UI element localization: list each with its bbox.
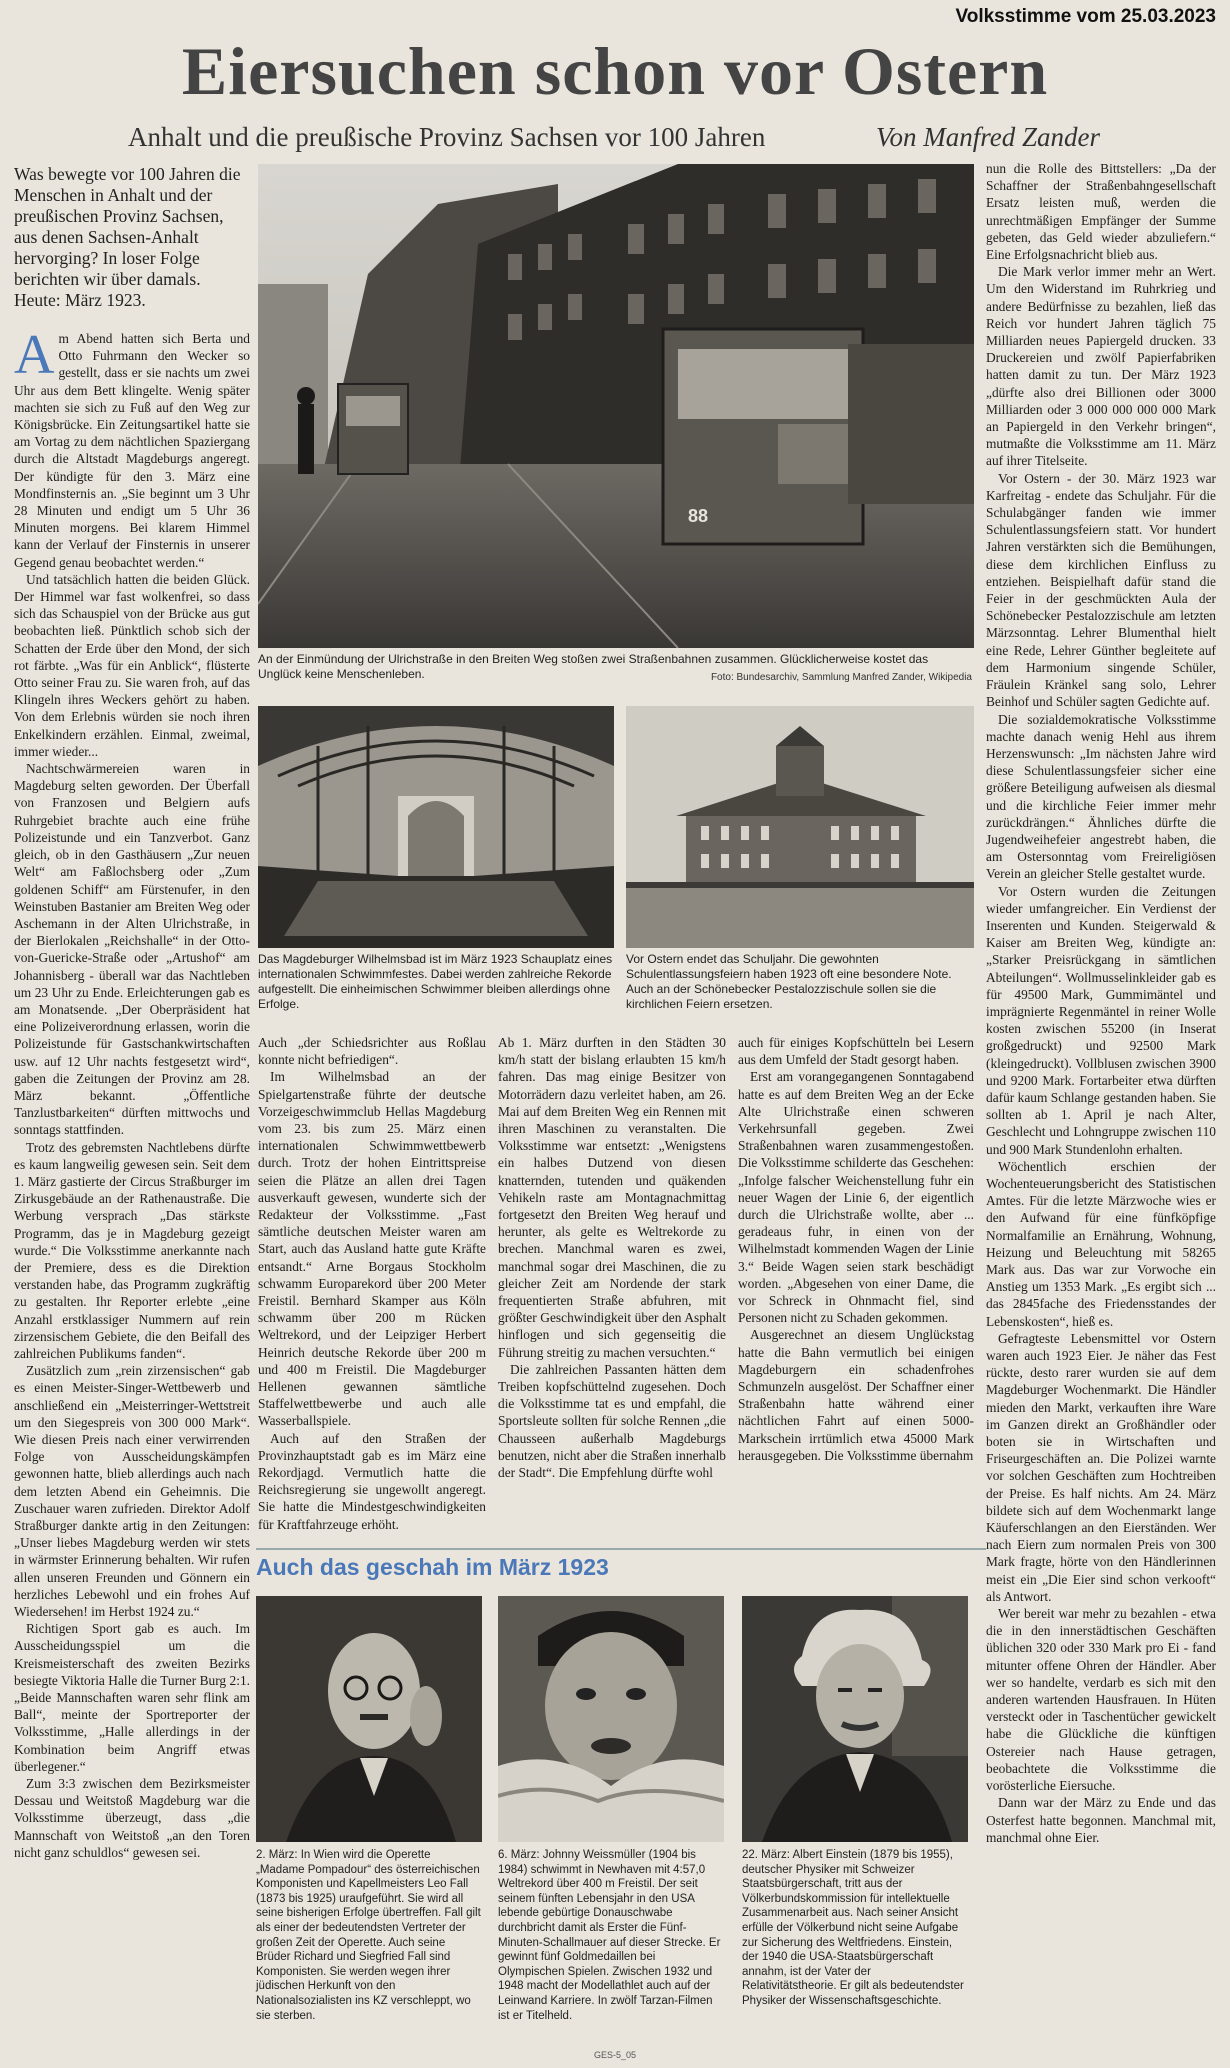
photo-main-caption: An der Einmündung der Ulrichstraße in den Breiten Weg stoßen zwei Straßenbahnen zusammen. Glücklicherweise kostet das Unglück keine Menschenleben. [258, 652, 929, 681]
photo-credit: Foto: Bundesarchiv, Sammlung Manfred Zander, Wikipedia [710, 672, 972, 683]
paragraph: Wer bereit war mehr zu bezahlen - etwa die in den innerstädtischen Geschäften üblichen 320 oder 330 Mark pro Ei - fand mitunter offene Ohren der Händler. Aber wer so handelte, verdarb es sich mit den anderen wartenden Hausfrauen. In Hüten versteckt oder in Taschentücher gewickelt habe die Glückliche die künftigen Ostereier nach Hause getragen, beobachtete die Volksstimme die vorösterliche Eiersuche. [986, 1606, 1216, 1794]
byline: Von Manfred Zander [876, 122, 1100, 152]
paragraph: Richtigen Sport gab es auch. Im Ausscheidungsspiel um die Kreismeisterschaft des zweiten Bezirks besiegte Viktoria Halle die Turner Burg 2:1. „Beide Mannschaften waren sehr flink am Ball“, meinte der Sportreporter der Volksstimme, „Halle allerdings in der Kombination beim Angriff etwas überlegener.“ [14, 1621, 250, 1774]
portrait-caption-einstein: 22. März: Albert Einstein (1879 bis 1955), deutscher Physiker mit Schweizer Staatsbürgerschaft, tritt aus der Völkerbundskommission für intellektuelle Zusammenarbeit aus. Nach seiner Ansicht erfülle der Völkerbund nicht seine Aufgabe zur Sicherung des Weltfriedens. Einstein, der 1940 die USA-Staatsbürgerschaft annahm, ist der Vater der Relativitätstheorie. Er gilt als bedeutendster Physiker der Wissenschaftsgeschichte. [742, 1849, 964, 2007]
column-3 [498, 1034, 726, 1539]
intro-text: Was bewegte vor 100 Jahren die Menschen in Anhalt und der preußischen Provinz Sachsen, aus denen Sachsen-Anhalt hervorging? In loser Folge berichten wir über damals. Heute: März 1923. [14, 164, 241, 310]
paragraph: Ab 1. März durften in den Städten 30 km/h statt der bislang erlaubten 15 km/h fahren. Das mag einige Besitzer von Motorrädern dazu verleitet haben, am 26. Mai auf dem Breiten Weg ein Rennen mit ihren Maschinen zu veranstalten. Die Volksstimme war entsetzt: „Wenigstens ein halbes Dutzend von diesen knatternden, tutenden und quäkenden Vehikeln raste am Montagnachmittag fortgesetzt den Breiten Weg herauf und herunter, als gelte es Weltrekorde zu brechen. Manchmal waren es zwei, manchmal sogar drei Maschinen, die zu gleicher Zeit am Nordende der stark frequentierten Straße abfuhren, mit größter Geschwindigkeit über den Asphalt hinflogen und sich gegenseitig die Führung streitig zu machen versuchten.“ [498, 1035, 726, 1360]
paragraph: Wöchentlich erschien der Wochenteuerungsbericht des Statistischen Amtes. Für die letzte Märzwoche wies er den Aufwand für eine fünfköpfige Normalfamilie an Ernährung, Wohnung, Heizung und Beleuchtung mit 58265 Mark aus. Das war zur Vorwoche ein Anstieg um 1353 Mark. „Es ergibt sich ... das 2845fache des Friedensstandes der Lebenskosten“, hieß es. [986, 1158, 1216, 1329]
paragraph: Die sozialdemokratische Volksstimme machte danach wenig Hehl aus ihrem Herzenswunsch: „Im nächsten Jahre wird diese Schulentlassungsfeier sicher eine größere Beteiligung aufweisen als diesmal und die kirchliche Feier immer mehr zurückdrängen.“ Ähnliches dürfte die Jugendweihefeier angestrebt haben, die am Ostersonntag vom Freireligiösen Verein an gleicher Stelle gestaltet wurde. [986, 711, 1216, 882]
source-note: Volksstimme vom 25.03.2023 [955, 6, 1216, 27]
portrait-caption-weissmueller: 6. März: Johnny Weissmüller (1904 bis 1984) schwimmt in Newhaven mit 4:57,0 Weltrekord über 400 m Freistil. Der seit seinem fünften Lebensjahr in den USA lebende gebürtige Donauschwabe durchbricht damit als Erster die Fünf-Minuten-Schallmauer auf dieser Strecke. Er gewinnt fünf Goldmedaillen bei Olympischen Spielen. Zwischen 1932 und 1948 macht der Modellathlet auch auf der Leinwand Karriere. In zwölf Tarzan-Filmen ist er Titelheld. [498, 1849, 721, 2022]
portrait-leo-fall [256, 1596, 482, 1842]
column-1 [14, 330, 250, 2045]
paragraph: Ausgerechnet an diesem Unglückstag hatte die Bahn vermutlich bei einigen Magdeburgern ein schadenfrohes Schmunzeln ausgelöst. Der Schaffner einer Straßenbahn hatte während einer nächtlichen Fahrt auf einen 5000-Markschein irrtümlich etwa 45000 Mark herausgegeben. Die Volksstimme übernahm [738, 1327, 974, 1463]
paragraph: Vor Ostern wurden die Zeitungen wieder umfangreicher. Ein Verdienst der Inserenten und Kunden. Steigerwald & Kaiser am Breiten Weg, kündigte an: „Starker Preisrückgang in sämtlichen Abteilungen“. Wollmusselinkleider gab es für 49500 Mark, Gummimäntel und imprägnierte Regenmäntel in reiner Wolle kosten zwischen 55200 (in Inserat großgedruckt) und 92500 Mark (kleingedruckt). Vollblusen zwischen 3900 und 9200 Mark. Fortarbeiter etwa dürften dafür kaum Schlange gestanden haben. Sie sollten ab 1. April je nach Alter, Geschlecht und Lohngruppe zwischen 110 und 900 Mark Stundenlohn erhalten. [986, 883, 1216, 1157]
subheadline: Anhalt und die preußische Provinz Sachsen vor 100 Jahren [128, 122, 766, 152]
paragraph: Auch „der Schiedsrichter aus Roßlau konnte nicht befriedigen“. [258, 1035, 486, 1068]
paragraph: Trotz des gebremsten Nachtlebens dürfte es kaum langweilig gewesen sein. Seit dem 1. März gastierte der Circus Straßburger im Zirkusgebäude an der Rathenaustraße. Die Werbung versprach „Das stärkste Programm, das je in Magdeburg gezeigt wurde.“ Die Volksstimme anerkannte nach der Premiere, dess es die Direktion verstanden habe, das Programm zugkräftig zu gestalten. Ihr Reporter erlebte „eine Anzahl erstklassiger Nummern auf rein zirzensischem Gebiete, die den Beifall des zahlreichen Publikums fanden“. [14, 1139, 250, 1361]
paragraph: Die zahlreichen Passanten hätten dem Treiben kopfschüttelnd zugesehen. Doch die Volksstimme tat es und empfahl, die Sportsleute sollten für solche Rennen „die Chausseen außerhalb Magdeburgs benutzen, nicht aber die Straßen innerhalb der Stadt“. Die Empfehlung dürfte wohl [498, 1361, 726, 1481]
photo-swimming-pool [258, 706, 614, 948]
paragraph: Im Wilhelmsbad an der Spielgartenstraße führte der deutsche Vorzeigeschwimmclub Hellas Magdeburg vom 23. bis zum 25. März einen internationalen Schwimmwettbewerb durch. Trotz der hohen Eintrittspreise seien die Plätze an allen drei Tagen ausverkauft gewesen, wunderte sich der Redakteur der Volksstimme. „Fast sämtliche deutschen Meister waren am Start, auch das Ausland hatte gute Kräfte entsandt.“ Arne Borgaus Stockholm schwamm Europarekord über 200 Meter Freistil. Bernhard Skamper aus Köln schwamm über 200 m Rücken Weltrekord, und der Leipziger Herbert Heinrich deutsche Rekorde über 200 m und 400 m Freistil. Die Magdeburger Hellenen gewannen sämtliche Staffelwettbewerbe und auch alle Wasserballspiele. [258, 1069, 486, 1429]
tram-number: 88 [688, 506, 709, 526]
column-5 [986, 160, 1216, 2045]
column-2 [258, 1034, 486, 1539]
paragraph: Dann war der März zu Ende und das Osterfest hatte begonnen. Manchmal mit, manchmal ohne Eier. [986, 1795, 1216, 1845]
paragraph: Nachtschwärmereien waren in Magdeburg selten geworden. Der Überfall von Franzosen und Belgiern aufs Ruhrgebiet brachte auch eine frühe Polizeistunde und ein Tanzverbot. Ganz gleich, ob in den Gasthäusern „Zur neuen Welt“ am Faßlochsberg oder „Zum goldenen Schiff“ am Fürstenufer, in den Weinstuben Bastanier am Breiten Weg oder Aschemann in der Alten Ulrichstraße, in der Bierlokalen „Reichshalle“ in der Otto-von-Guericke-Straße oder „Artushof“ am Johannisberg - überall war das Nachtleben um 23 Uhr zu Ende. Erleichterungen gab es am Monatsende. „Der Oberpräsident hat eine Polizeiverordnung erlassen, worin die Polizeistunde für Gastschankwirtschaften usw. auf 12 Uhr nachts festgesetzt wird“, gaben die Zeitungen der Provinz am 28. März bekannt. „Öffentliche Tanzlustbarkeiten“ dürften mittwochs und sonntags stattfinden. [14, 761, 250, 1138]
paragraph: Zusätzlich zum „rein zirzensischen“ gab es einen Meister-Singer-Wettbewerb und anschließend ein „Meisterringer-Wettstreit um den Siegespreis von 300 000 Mark“. Wie diesen Preis nach einer verwirrenden Folge von Ausscheidungskämpfen gewonnen hatte, blieb allerdings auch nach dem letzten Abend ein Geheimnis. Die Zuschauer waren zufrieden. Direktor Adolf Straßburger dankte artig in den Zeitungen: „Unser liebes Magdeburg werden wir stets in wärmster Erinnerung behalten. Wir rufen allen unseren Freunden und Gönnern ein herzliches Lebewohl und ein frohes Auf Wiedersehen! im Herbst 1924 zu.“ [14, 1363, 250, 1620]
photo-pool-caption: Das Magdeburger Wilhelmsbad ist im März 1923 Schauplatz eines internationalen Schwimmfestes. Dabei werden zahlreiche Rekorde aufgestellt. Die einheimischen Schwimmer bleiben allerdings ohne Erfolge. [258, 952, 613, 1011]
paragraph: Die Mark verlor immer mehr an Wert. Um den Widerstand im Ruhrkrieg und andere Bedürfnisse zu bezahlen, ließ das Reich vor hundert Jahren täglich 75 Milliarden neues Papiergeld drucken. 33 Druckereien und zwölf Papierfabriken hatten damit zu tun. Der März 1923 „dürfte also drei Billionen oder 3000 Milliarden oder 3 000 000 000 000 Mark an Papiergeld in den Verkehr bringen“, mutmaßte die Volksstimme am 11. März auf ihrer Titelseite. [986, 264, 1216, 469]
paragraph: Zum 3:3 zwischen dem Bezirksmeister Dessau und Weitstoß Magdeburg war die Volksstimme überzeugt, dass „die Mannschaft von Weitstoß „an den Toren nicht ganz schuldlos“ gewesen sei. [14, 1776, 250, 1860]
column-4 [738, 1034, 974, 1539]
paragraph: Vor Ostern - der 30. März 1923 war Karfreitag - endete das Schuljahr. Für die Schulabgänger fanden wie immer Schulentlassungsfeiern statt. Vor hundert Jahren verstärkten sich die Bemühungen, diese dem kirchlichen Einfluss zu entziehen. Beispielhaft dafür stand die Feier in der geschmückten Aula der Schönebecker Pestalozzischule am letzten Märzsonntag. Lehrer Blumenthal hielt eine Rede, Lehrer Günther begleitete auf dem Harmonium singende Schüler, Fräulein Kränkel sang solo, Lehrer Beinhof und Schüler sagten Gedichte auf. [986, 470, 1216, 710]
portrait-johnny-weissmueller [498, 1596, 724, 1842]
paragraph: nun die Rolle des Bittstellers: „Da der Schaffner der Straßenbahngesellschaft Ersatz leisten muß, werden die unrechtmäßigen Empfänger der Summe gebeten, das Geld wieder abzuliefern.“ Eine Erfolgsnachricht blieb aus. [986, 161, 1216, 263]
photo-school-building [626, 706, 974, 948]
portrait-albert-einstein [742, 1596, 968, 1842]
photo-street-trams [258, 164, 974, 648]
paragraph: Und tatsächlich hatten die beiden Glück. Der Himmel war fast wolkenfrei, so dass sich das Schauspiel von der Brücke aus gut beobachten ließ. Pünktlich schob sich der Schatten der Erde über den Mond, der sich rot färbte. „Was für ein Anblick“, flüsterte Otto seiner Frau zu. Sie waren froh, auf das Klingeln ihres Weckers gehört zu haben. Von dem Erlebnis würden sie noch ihren Enkelkindern erzählen. Einmal, zweimal, immer wieder... [14, 571, 250, 759]
paragraph: Am Abend hatten sich Berta und Otto Fuhrmann den Wecker so gestellt, dass er sie nachts um zwei Uhr aus dem Bett klingelte. Wenig später machten sie sich zu Fuß auf den Weg zur Königsbrücke. Ein Zeitungsartikel hatte sie am Vortag zu dem nächtlichen Spaziergang durch die Altstadt Magdeburgs angeregt. Der kündigte für den 3. März eine Mondfinsternis an. „Sie beginnt um 3 Uhr 28 Minuten und endigt um 5 Uhr 36 Minuten morgens. Bei klarem Himmel kann der Verlauf der Finsternis in unserer Gegend genau beobachtet werden.“ [14, 330, 250, 570]
paragraph: Gefragteste Lebensmittel vor Ostern waren auch 1923 Eier. Je näher das Fest rückte, desto rarer wurden sie auf dem Magdeburger Wochenmarkt. Die Händler mieden den Markt, verkauften ihre Ware im Ganzen direkt an Großhändler oder boten sie in Wirtschaften und Friseurgeschäften an. Die Polizei warnte vor solchen Geschäften zum Hochtreiben der Preise. Es half nichts. Am 24. März bildete sich auf dem Wochenmarkt lange Käuferschlangen an den Eierständen. Wer nach Eiern zum normalen Preis von 300 Mark fragte, hörte von den Händlerinnen meist ein „Die Eier sind schon verkooft“ als Antwort. [986, 1330, 1216, 1604]
section-heading: Auch das geschah im März 1923 [256, 1548, 986, 1581]
drop-cap: A [14, 330, 55, 386]
headline: Eiersuchen schon vor Ostern [181, 33, 1049, 109]
paragraph: Erst am vorangegangenen Sonntagabend hatte es auf dem Breiten Weg an der Ecke Alte Ulrichstraße einen schweren Verkehrsunfall gegeben. Zwei Straßenbahnen waren zusammengestoßen. Die Volksstimme schilderte das Geschehen: „Infolge falscher Weichenstellung fuhr ein neuer Wagen der Linie 6, der eigentlich durch die Ulrichstraße wollte, aber ... geradeaus fuhr, in einen von der Wilhelmstadt kommenden Wagen der Linie 3.“ Beide Wagen seien stark beschädigt worden. „Abgesehen von einer Dame, die vor Schreck in Ohnmacht fiel, sind Personen nicht zu Schaden gekommen. [738, 1069, 974, 1326]
photo-school-caption: Vor Ostern endet das Schuljahr. Die gewohnten Schulentlassungsfeiern haben 1923 oft eine besondere Note. Auch an der Schönebecker Pestalozzischule sollen sie die kirchlichen Feiern ersetzen. [626, 952, 952, 1011]
page-code: GES-5_05 [594, 2050, 637, 2060]
portrait-caption-fall: 2. März: In Wien wird die Operette „Madame Pompadour“ des österreichischen Komponisten und Kapellmeisters Leo Fall (1873 bis 1925) uraufgeführt. Sie wird all seine bisherigen Erfolge übertreffen. Fall gilt als einer der bedeutendsten Vertreter der großen Zeit der Operette. Auch seine Brüder Richard und Siegfried Fall sind Komponisten. Sie werden wegen ihrer jüdischen Herkunft von den Nationalsozialisten ins KZ verschleppt, wo sie sterben. [256, 1849, 481, 2022]
paragraph: Auch auf den Straßen der Provinzhauptstadt gab es im März eine Rekordjagd. Vermutlich hatte die Reichsregierung sie ungewollt angeregt. Sie hatte die Mindestgeschwindigkeiten für Kraftfahrzeuge erhöht. [258, 1430, 486, 1532]
paragraph: auch für einiges Kopfschütteln bei Lesern aus dem Umfeld der Stadt gesorgt haben. [738, 1035, 974, 1068]
